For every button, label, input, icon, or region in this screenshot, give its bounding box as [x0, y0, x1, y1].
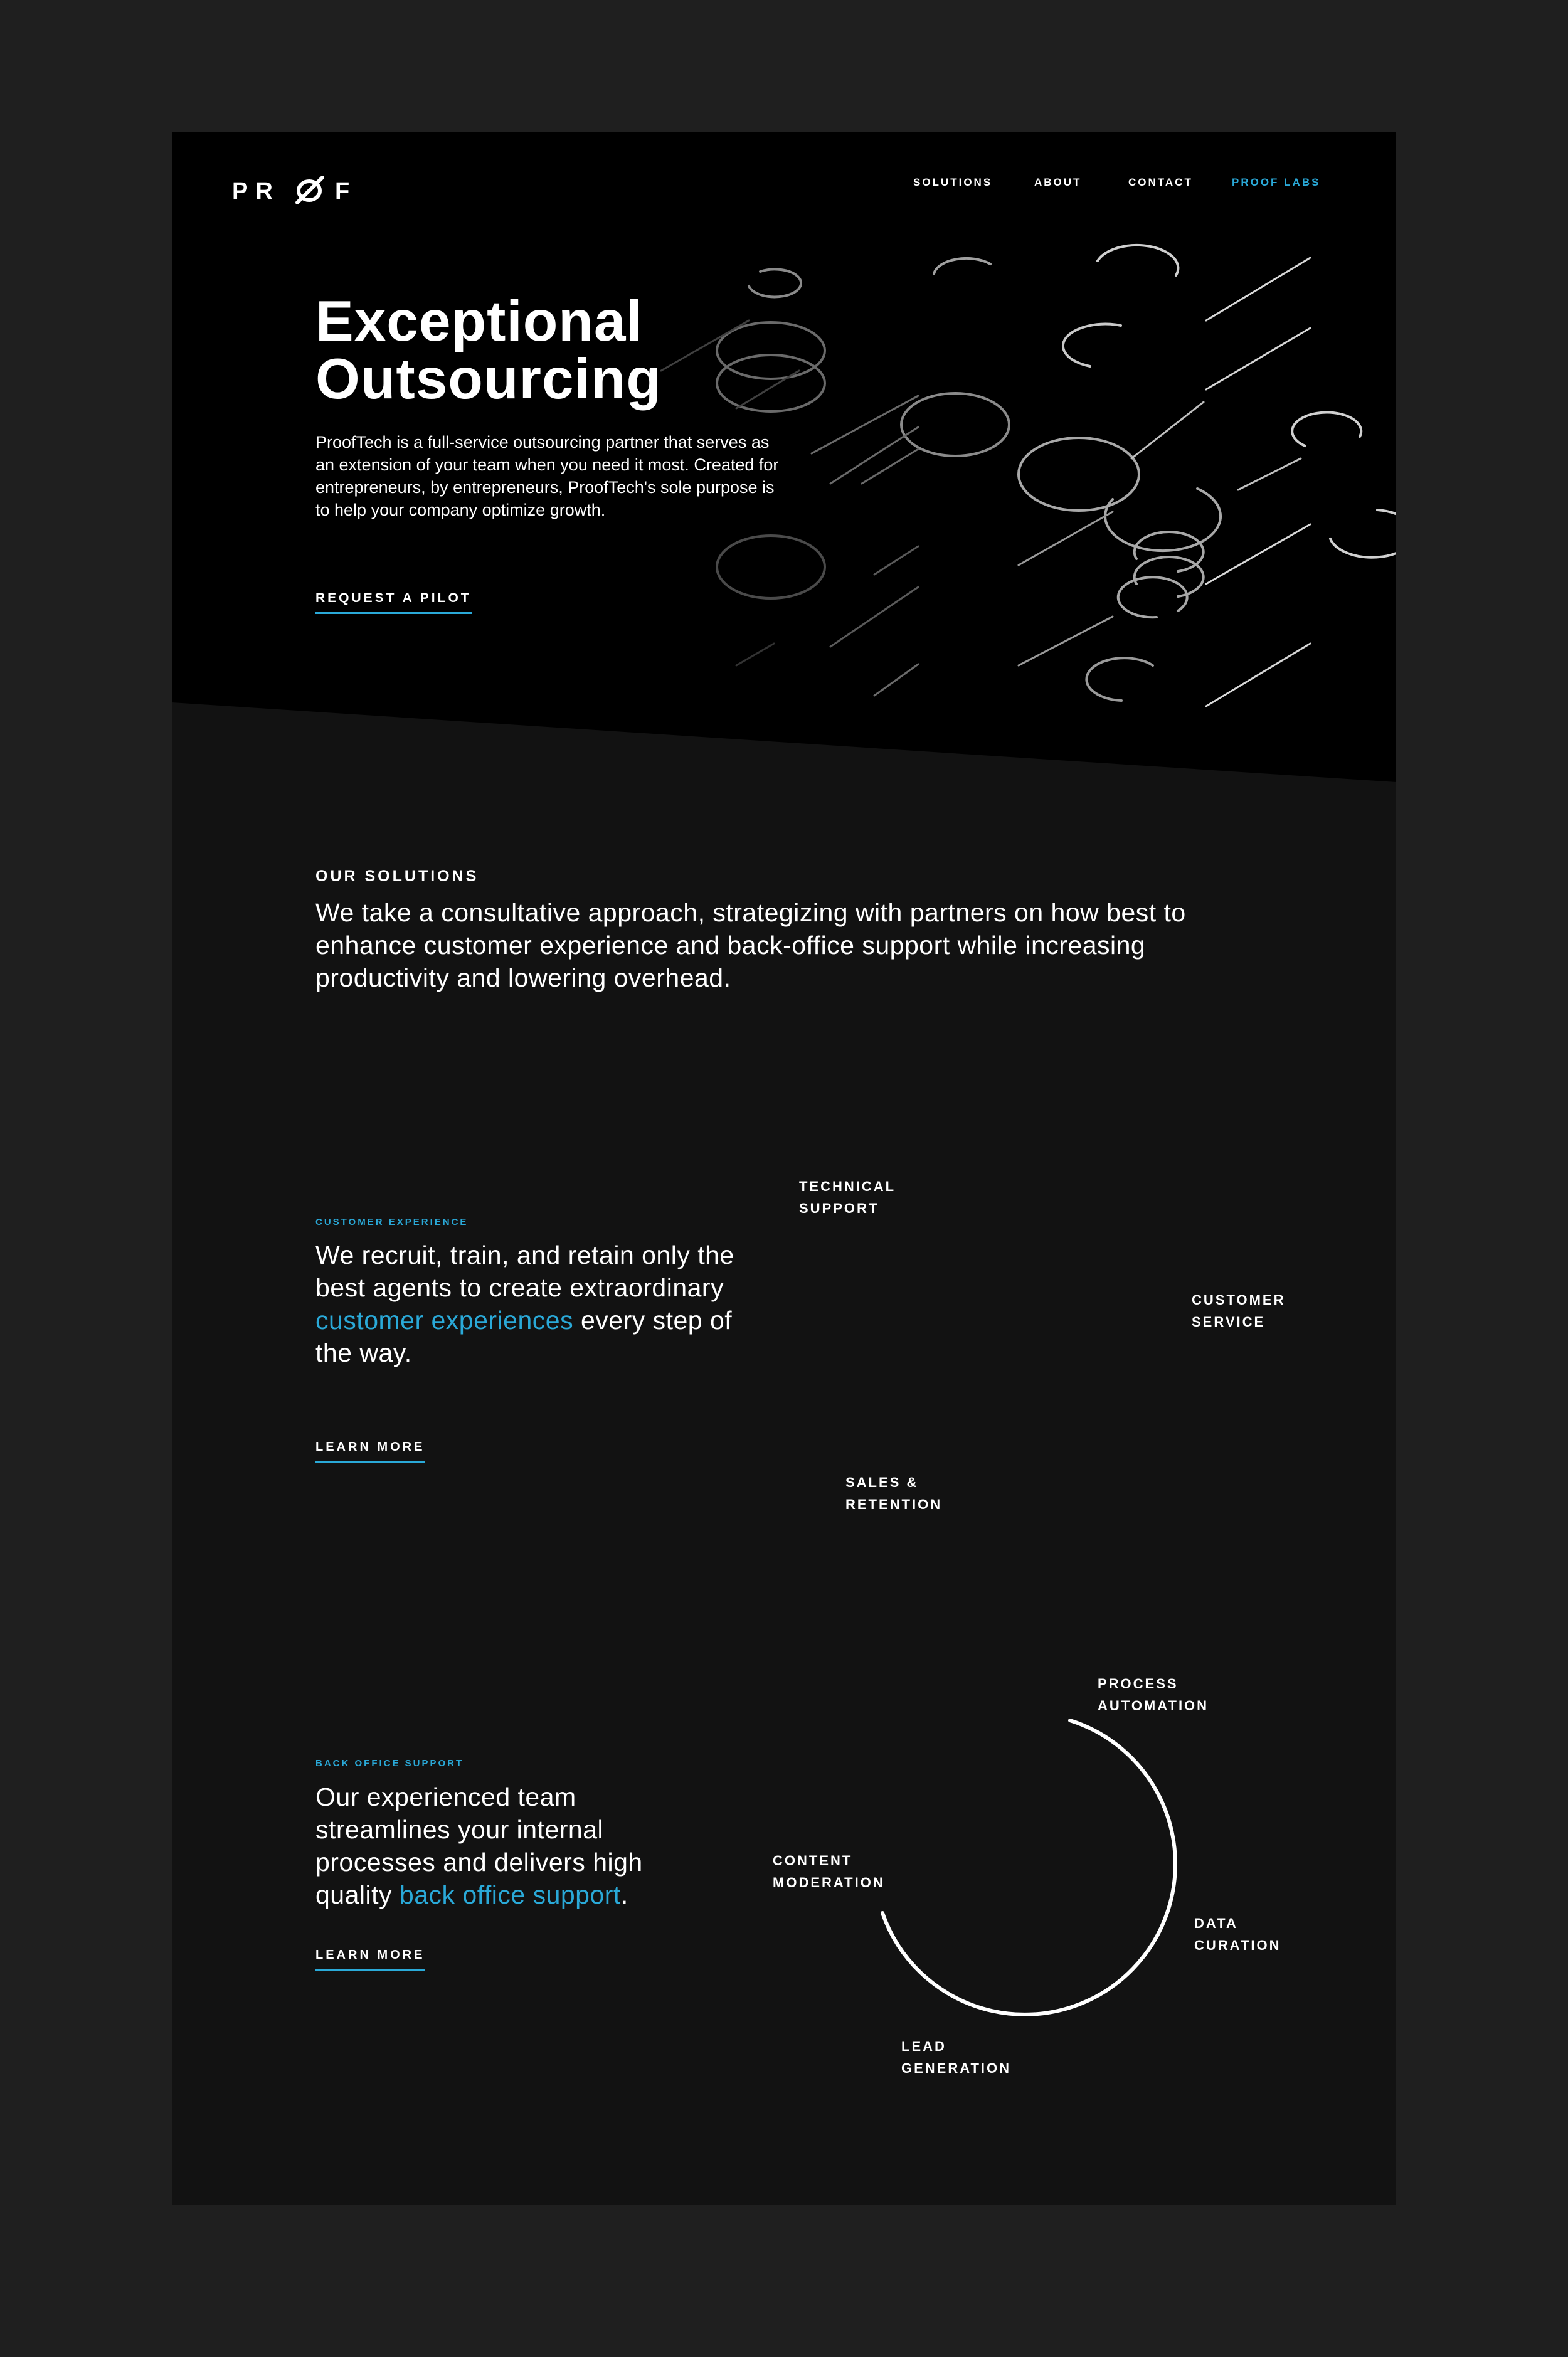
back-office-arc: [862, 1688, 1213, 2164]
cx-text-highlight: customer experiences: [315, 1306, 574, 1335]
label-data-curation-line2: CURATION: [1194, 1937, 1281, 1953]
label-technical-support: [799, 1175, 896, 1219]
bo-learn-more-link[interactable]: LEARN MORE: [315, 1948, 425, 1971]
nav-proof-labs[interactable]: PROOF LABS: [1232, 176, 1321, 188]
label-data-curation: [1194, 1912, 1281, 1956]
label-process-automation: [1098, 1673, 1209, 1717]
solutions-kicker: OUR SOLUTIONS: [315, 867, 479, 885]
svg-text:PR: PR: [232, 178, 280, 204]
label-customer-service: [1192, 1289, 1286, 1333]
label-sales-retention-line2: RETENTION: [845, 1496, 943, 1512]
back-office-kicker: BACK OFFICE SUPPORT: [315, 1758, 464, 1769]
cx-text-after: every step of the way.: [315, 1306, 733, 1367]
label-lead-generation-line2: GENERATION: [901, 2060, 1012, 2076]
hero-title-line2: Outsourcing: [315, 347, 662, 411]
label-content-moderation-line1: CONTENT: [773, 1853, 853, 1868]
nav-solutions[interactable]: SOLUTIONS: [913, 176, 993, 188]
label-sales-retention: [845, 1471, 942, 1515]
cx-learn-more-link[interactable]: LEARN MORE: [315, 1440, 425, 1463]
page: [172, 132, 1396, 2205]
customer-experience-kicker: CUSTOMER EXPERIENCE: [315, 1217, 469, 1227]
label-customer-service-line2: SERVICE: [1192, 1314, 1266, 1330]
label-process-automation-line2: AUTOMATION: [1098, 1698, 1209, 1713]
label-data-curation-line1: DATA: [1194, 1915, 1238, 1931]
bo-text-after: .: [620, 1880, 628, 1909]
solutions-intro: We take a consultative approach, strategizing with partners on how best to enhance customer experience and back-office support while increasing productivity and lowering overhead.: [315, 898, 1186, 992]
hero-title: [315, 290, 755, 411]
label-content-moderation: [773, 1850, 885, 1894]
label-lead-generation-line1: LEAD: [901, 2038, 946, 2054]
label-technical-support-line2: SUPPORT: [799, 1200, 879, 1216]
main-nav: [172, 172, 1396, 198]
bo-text-highlight: back office support: [399, 1880, 621, 1909]
label-sales-retention-line1: SALES &: [845, 1475, 919, 1490]
cx-text-before: We recruit, train, and retain only the best agents to create extraordinary: [315, 1241, 734, 1302]
label-content-moderation-line2: MODERATION: [773, 1875, 885, 1890]
nav-contact[interactable]: CONTACT: [1128, 176, 1193, 188]
customer-experience-arc: [862, 1148, 1213, 1475]
label-lead-generation: [901, 2035, 1011, 2079]
hero-description: ProofTech is a full-service outsourcing partner that serves as an extension of your team when you need it most. Created for entrepreneurs, by entrepreneurs, ProofTech's sole purpose is to help your company optimize growth.: [315, 433, 779, 519]
nav-about[interactable]: ABOUT: [1034, 176, 1082, 188]
svg-text:F: F: [335, 178, 350, 204]
label-technical-support-line1: TECHNICAL: [799, 1178, 896, 1194]
label-process-automation-line1: PROCESS: [1098, 1676, 1179, 1692]
bo-text-before: Our experienced team streamlines your internal processes and delivers high quality: [315, 1782, 643, 1909]
hero-title-line1: Exceptional: [315, 290, 643, 353]
customer-experience-text: [315, 1239, 767, 1369]
art-rings: [717, 245, 1396, 701]
label-customer-service-line1: CUSTOMER: [1192, 1292, 1286, 1308]
back-office-text: [315, 1781, 717, 1911]
request-pilot-button[interactable]: REQUEST A PILOT: [315, 591, 472, 614]
